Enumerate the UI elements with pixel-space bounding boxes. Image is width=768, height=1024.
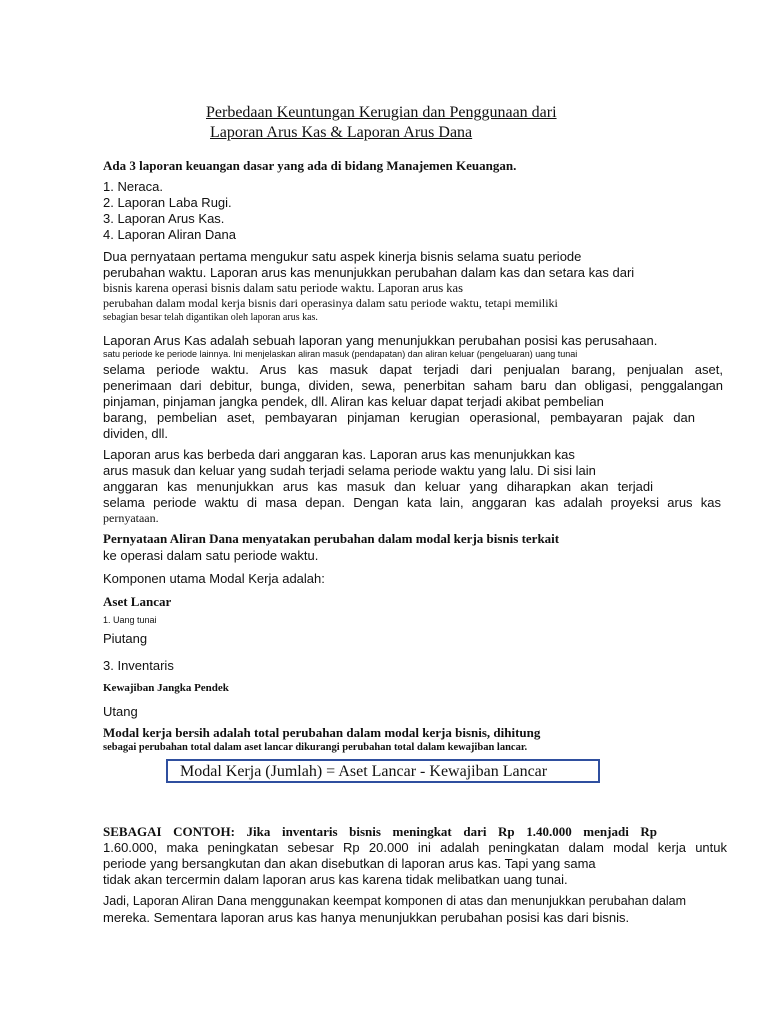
formula-box xyxy=(166,759,600,783)
komponen-heading: Komponen utama Modal Kerja adalah: xyxy=(103,571,325,586)
paragraph-line: tidak akan tercermin dalam laporan arus kas karena tidak melibatkan uang tunai. xyxy=(103,872,568,887)
paragraph-line: arus masuk dan keluar yang sudah terjadi selama periode waktu yang lalu. Di sisi lain xyxy=(103,463,596,478)
paragraph-line: Jadi, Laporan Aliran Dana menggunakan keempat komponen di atas dan menunjukkan perubahan dalam xyxy=(103,894,687,908)
paragraph-line: dividen, dll. xyxy=(103,426,169,441)
paragraph-line: perubahan waktu. Laporan arus kas menunjukkan perubahan dalam kas dan setara kas dari xyxy=(103,265,635,280)
title-line-1: Perbedaan Keuntungan Kerugian dan Penggunaan dari xyxy=(206,104,557,121)
paragraph-line: sebagian besar telah digantikan oleh laporan arus kas. xyxy=(103,312,318,323)
paragraph-line: Laporan arus kas berbeda dari anggaran kas. Laporan arus kas menunjukkan kas xyxy=(103,447,575,462)
aset-lancar-heading: Aset Lancar xyxy=(103,594,172,609)
paragraph-line: Laporan Arus Kas adalah sebuah laporan yang menunjukkan perubahan posisi kas perusahaan. xyxy=(103,333,658,348)
paragraph-line: selama periode waktu di masa depan. Dengan kata lain, anggaran kas adalah proyeksi arus kas xyxy=(103,495,721,510)
paragraph-line: penerimaan dari debitur, bunga, dividen, sewa, penerbitan saham baru dan obligasi, penggalangan xyxy=(103,378,723,393)
list-item: 1. Uang tunai xyxy=(103,615,157,625)
paragraph-line: perubahan dalam modal kerja bisnis dari operasinya dalam satu periode waktu, tetapi memiliki xyxy=(103,296,558,310)
paragraph-line: anggaran kas menunjukkan arus kas masuk dan keluar yang diharapkan akan terjadi xyxy=(103,479,653,494)
paragraph-line: 1.60.000, maka peningkatan sebesar Rp 20.000 ini adalah peningkatan dalam modal kerja untuk xyxy=(103,840,727,855)
list-item: Utang xyxy=(103,704,138,719)
list-item: Piutang xyxy=(103,631,148,646)
paragraph-line: pinjaman, pinjaman jangka pendek, dll. Aliran kas keluar dapat terjadi akibat pembelian xyxy=(103,394,604,409)
paragraph-line: Pernyataan Aliran Dana menyatakan perubahan dalam modal kerja bisnis terkait xyxy=(103,531,560,546)
paragraph-line: selama periode waktu. Arus kas masuk dapat terjadi dari penjualan barang, penjualan aset, xyxy=(103,362,723,377)
paragraph-line: bisnis karena operasi bisnis dalam satu periode waktu. Laporan arus kas xyxy=(103,281,463,295)
paragraph-line: SEBAGAI CONTOH: Jika inventaris bisnis meningkat dari Rp 1.40.000 menjadi Rp xyxy=(103,824,657,839)
kewajiban-heading: Kewajiban Jangka Pendek xyxy=(103,682,229,694)
paragraph-line: periode yang bersangkutan dan akan disebutkan di laporan arus kas. Tapi yang sama xyxy=(103,856,596,871)
paragraph-line: Modal kerja bersih adalah total perubahan dalam modal kerja bisnis, dihitung xyxy=(103,725,541,740)
paragraph-line: Dua pernyataan pertama mengukur satu aspek kinerja bisnis selama suatu periode xyxy=(103,249,582,264)
paragraph-line: satu periode ke periode lainnya. Ini menjelaskan aliran masuk (pendapatan) dan aliran keluar (pengeluaran) uang tunai xyxy=(103,349,578,359)
list-item: 3. Inventaris xyxy=(103,658,174,673)
title-line-2: Laporan Arus Kas & Laporan Arus Dana xyxy=(210,124,473,141)
paragraph-line: pernyataan. xyxy=(103,511,159,525)
paragraph-line: ke operasi dalam satu periode waktu. xyxy=(103,548,319,563)
list-item: 3. Laporan Arus Kas. xyxy=(103,211,225,226)
formula-text: Modal Kerja (Jumlah) = Aset Lancar - Kewajiban Lancar xyxy=(180,763,548,780)
paragraph-line: barang, pembelian aset, pembayaran pinjaman kerugian operasional, pembayaran pajak dan xyxy=(103,410,695,425)
intro-text: Ada 3 laporan keuangan dasar yang ada di bidang Manajemen Keuangan. xyxy=(103,158,517,173)
list-item: 2. Laporan Laba Rugi. xyxy=(103,195,232,210)
list-item: 1. Neraca. xyxy=(103,179,163,194)
paragraph-line: sebagai perubahan total dalam aset lancar dikurangi perubahan total dalam kewajiban lancar. xyxy=(103,742,528,753)
list-item: 4. Laporan Aliran Dana xyxy=(103,227,236,242)
paragraph-line: mereka. Sementara laporan arus kas hanya menunjukkan perubahan posisi kas dari bisnis. xyxy=(103,910,630,925)
